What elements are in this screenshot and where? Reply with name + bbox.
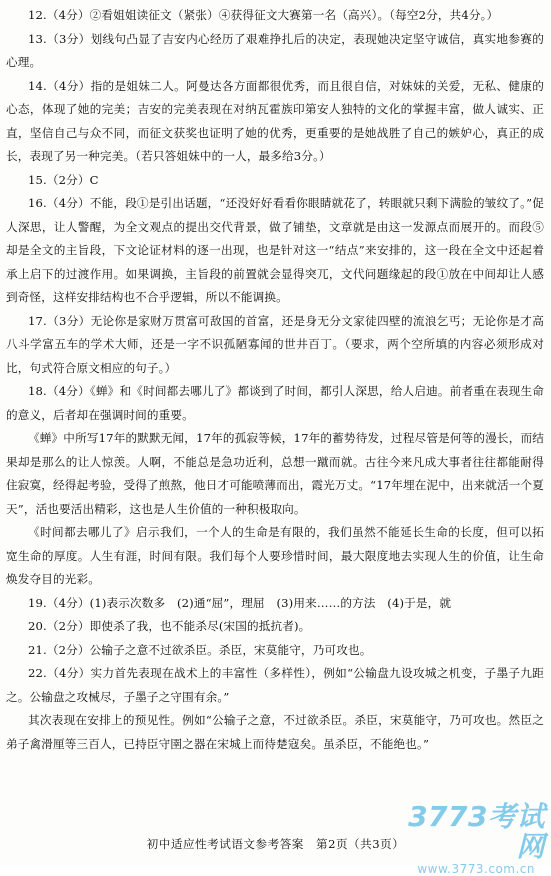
answer-q20: 20.（2分）即使杀了我，也不能杀尽(宋国的抵抗者)。 [28,619,311,633]
answer-q21: 21.（2分）公输子之意不过欲杀臣。杀臣，宋莫能守，乃可攻也。 [28,642,372,657]
answer-q15: 15.（2分）C [28,172,99,187]
answer-q22-continued: 其次表现在安排上的预见性。例如“公输子之意，不过欲杀臣。杀臣，宋莫能守，乃可攻也。然臣之弟子禽滑厘等三百人，已持臣守圉之器在宋城上而待楚寇矣。虽杀臣，不能绝也。” [6,713,544,751]
answer-q18-cicada: 《蝉》中所写17年的默默无闻，17年的孤寂等候，17年的蓄势待发，过程尽管是何等的漫长，而结果却是那么的让人惊羡。人啊，不能总是急功近利，总想一蹴而就。古往今来凡成大事者往往都能耐得住寂寞，经得起考验，受得了煎熬，他日才可能喷薄而出，霞光万丈。“17年埋在泥中，出来就活一个夏天”，活也要活出精彩，这也是人生价值的一种积极取向。 [6,431,544,516]
page-footer: 初中适应性考试语文参考答案 第2页（共3页） [146,837,405,851]
answer-q19: 19.（4分）(1)表示次数多 (2)通“屈”，理屈 (3)用来……的方法 (4)于是，就 [28,595,452,610]
watermark-url: www.3773.com.cn [417,862,535,876]
answer-q16: 16.（4分）不能，段①是引出话题，“还没好好看看你眼睛就花了，转眼就只剩下满脸的皱纹了。”促人深思，让人警醒，为全文观点的提出交代背景，做了铺垫，文章就是由这一发源点而展开的。而段⑤却是全文的主旨段，下文论证材料的逐一出现，也是针对这一“结点”来安排的，这一段在全文中还起着承上启下的过渡作用。如果调换，主旨段的前置就会显得突兀，文代问题缘起的段①放在中间却让人感到奇怪，这样安排结构也不合乎逻辑，所以不能调换。 [6,196,544,304]
watermark-logo-text: 3773考试网 [408,800,545,863]
answer-content [6,4,544,756]
answer-q13: 13.（3分）划线句凸显了吉安内心经历了艰难挣扎后的决定，表现她决定坚守诚信，真实地参赛的心理。 [6,31,544,69]
answer-q17: 17.（3分）无论你是家财万贯富可敌国的首富，还是身无分文家徒四壁的流浪乞丐；无论你是才高八斗学富五车的学术大师，还是一字不识孤陋寡闻的世井百丁。（要求，两个空所填的内容必须形成对比，句式符合原文相应的句子。） [6,313,544,375]
answer-q22: 22.（4分）实力首先表现在战术上的丰富性（多样性），例如“公输盘九设攻城之机变，子墨子九距之。公输盘之攻械尽，子墨子之守围有余。” [6,666,544,704]
answer-q14: 14.（4分）指的是姐妹二人。阿曼达各方面都很优秀，而且很自信，对妹妹的关爱，无私、健康的心态，体现了她的完美；吉安的完美表现在对纳瓦霍族印第安人独特的文化的掌握丰富，做人诚实、正直，坚信自己与众不同，而征文获奖也证明了她的优秀，更重要的是她战胜了自己的嫉妒心，真正的成长，表现了另一种完美。（若只答姐妹中的一人，最多给3分。） [6,78,544,163]
answer-q12: 12.（4分）②看姐姐读征文（紧张）④获得征文大赛第一名（高兴）。（每空2分，共4分。） [28,8,499,22]
answer-q18: 18.（4分）《蝉》和《时间都去哪儿了》都谈到了时间，都引人深思，给人启迪。前者重在表现生命的意义，后者却在强调时间的重要。 [6,384,544,422]
answer-q18-time: 《时间都去哪儿了》启示我们，一个人的生命是有限的，我们虽然不能延长生命的长度，但可以拓宽生命的厚度。人生有涯，时间有限。我们每个人要珍惜时间，最大限度地去实现人生的价值，让生命焕发夺目的光彩。 [6,525,544,586]
